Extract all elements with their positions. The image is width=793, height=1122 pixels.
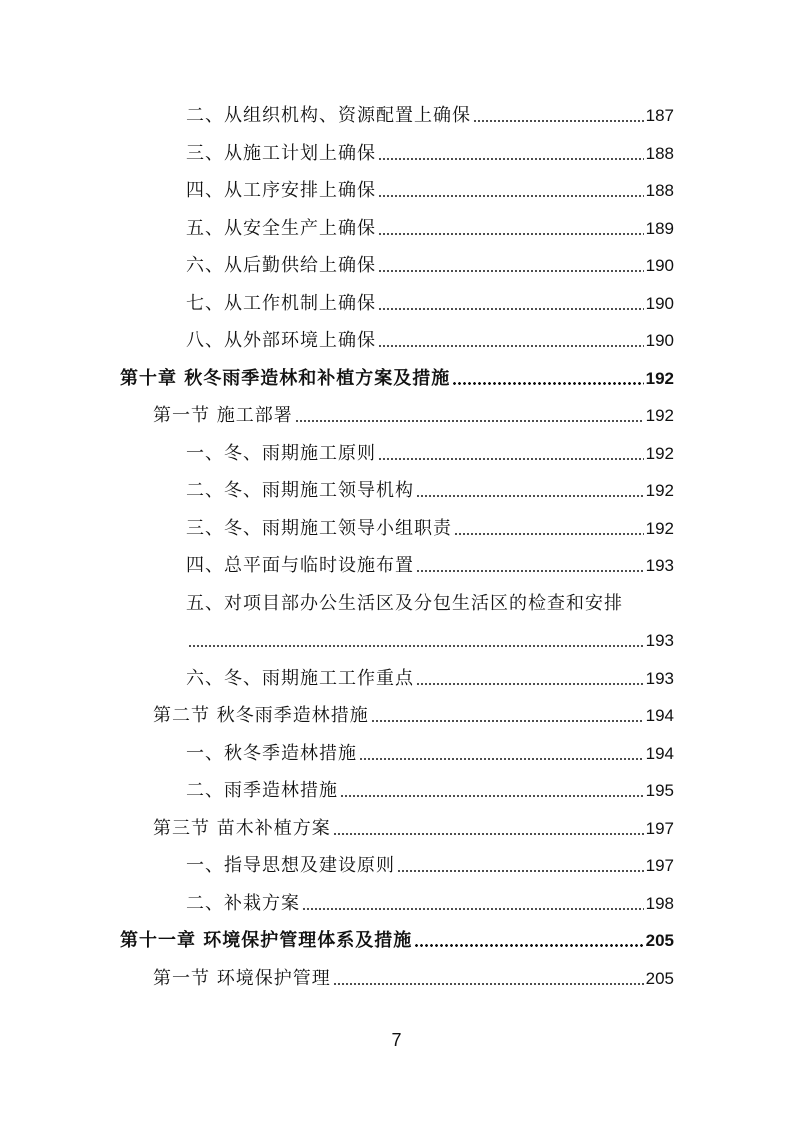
toc-entry-title: 六、冬、雨期施工工作重点 bbox=[186, 667, 414, 689]
toc-entry-page: 197 bbox=[645, 818, 674, 838]
toc-leader-dots bbox=[302, 891, 644, 911]
toc-chapter-entry[interactable] bbox=[0, 922, 793, 960]
toc-entry-title: 五、从安全生产上确保 bbox=[186, 217, 376, 239]
toc-entry-title: 第一节 环境保护管理 bbox=[153, 967, 331, 989]
toc-entry[interactable] bbox=[0, 172, 793, 210]
toc-entry[interactable] bbox=[0, 210, 793, 248]
toc-leader-dots bbox=[333, 966, 644, 986]
toc-entry-title: 二、从组织机构、资源配置上确保 bbox=[186, 105, 471, 126]
toc-entry-page: 189 bbox=[645, 218, 674, 238]
toc-entry-title: 第十章 秋冬雨季造林和补植方案及措施 bbox=[120, 367, 451, 389]
toc-entry[interactable] bbox=[0, 97, 793, 135]
toc-leader-dots bbox=[333, 816, 644, 836]
toc-entry-title: 二、补栽方案 bbox=[186, 892, 300, 914]
toc-entry-title: 四、从工序安排上确保 bbox=[186, 180, 376, 201]
toc-entry[interactable] bbox=[0, 472, 793, 510]
table-of-contents bbox=[0, 97, 793, 997]
toc-leader-dots bbox=[295, 403, 644, 423]
toc-entry-page: 194 bbox=[645, 743, 674, 763]
toc-entry-page: 193 bbox=[645, 631, 674, 650]
toc-entry-page: 190 bbox=[645, 293, 674, 313]
toc-leader-dots bbox=[452, 366, 643, 386]
toc-entry[interactable] bbox=[0, 660, 793, 698]
toc-entry[interactable] bbox=[0, 885, 793, 923]
toc-entry-page: 192 bbox=[645, 406, 674, 425]
toc-leader-dots bbox=[454, 516, 644, 536]
toc-entry-page: 188 bbox=[645, 143, 674, 163]
toc-entry[interactable] bbox=[0, 772, 793, 810]
toc-leader-dots bbox=[378, 216, 644, 236]
toc-entry-title: 一、指导思想及建设原则 bbox=[186, 855, 395, 876]
toc-leader-dots bbox=[473, 103, 644, 123]
toc-entry-title: 第一节 施工部署 bbox=[153, 405, 293, 426]
toc-leader-dots bbox=[359, 741, 644, 761]
toc-entry-page: 188 bbox=[645, 181, 674, 200]
toc-entry-continuation[interactable] bbox=[0, 622, 793, 660]
toc-entry[interactable] bbox=[0, 435, 793, 473]
toc-entry-page: 190 bbox=[645, 331, 674, 350]
toc-entry-title: 八、从外部环境上确保 bbox=[186, 330, 376, 351]
toc-leader-dots bbox=[378, 291, 644, 311]
toc-chapter-entry[interactable] bbox=[0, 360, 793, 398]
toc-entry[interactable] bbox=[0, 547, 793, 585]
toc-entry[interactable] bbox=[0, 735, 793, 773]
toc-entry-title: 一、冬、雨期施工原则 bbox=[186, 442, 376, 464]
toc-entry-title: 七、从工作机制上确保 bbox=[186, 292, 376, 314]
toc-entry-title: 第三节 苗木补植方案 bbox=[153, 817, 331, 839]
toc-entry-page: 192 bbox=[645, 518, 674, 538]
toc-entry-page: 197 bbox=[645, 856, 674, 875]
toc-leader-dots bbox=[378, 328, 644, 348]
toc-section-entry[interactable] bbox=[0, 960, 793, 998]
toc-entry-title: 三、从施工计划上确保 bbox=[186, 142, 376, 164]
toc-entry-page: 192 bbox=[645, 481, 674, 500]
toc-leader-dots bbox=[414, 928, 643, 948]
toc-entry[interactable] bbox=[0, 510, 793, 548]
toc-entry-page: 198 bbox=[645, 893, 674, 913]
toc-entry-title: 五、对项目部办公生活区及分包生活区的检查和安排 bbox=[186, 592, 623, 614]
toc-entry-page: 205 bbox=[645, 931, 674, 950]
toc-entry-page: 193 bbox=[645, 556, 674, 575]
toc-entry-title: 一、秋冬季造林措施 bbox=[186, 742, 357, 764]
toc-section-entry[interactable] bbox=[0, 810, 793, 848]
toc-section-entry[interactable] bbox=[0, 397, 793, 435]
toc-entry-page: 194 bbox=[645, 706, 674, 725]
toc-entry-title: 第十一章 环境保护管理体系及措施 bbox=[120, 930, 413, 951]
toc-entry[interactable] bbox=[0, 285, 793, 323]
toc-leader-dots bbox=[397, 853, 644, 873]
toc-leader-dots bbox=[378, 178, 644, 198]
toc-section-entry[interactable] bbox=[0, 697, 793, 735]
toc-leader-dots bbox=[416, 478, 644, 498]
toc-entry-title: 四、总平面与临时设施布置 bbox=[186, 555, 414, 576]
toc-leader-dots bbox=[378, 141, 644, 161]
toc-entry-page: 193 bbox=[645, 668, 674, 688]
toc-entry-title: 二、冬、雨期施工领导机构 bbox=[186, 480, 414, 501]
toc-entry[interactable] bbox=[0, 322, 793, 360]
toc-entry-wrapped[interactable] bbox=[0, 585, 793, 623]
toc-entry-title: 三、冬、雨期施工领导小组职责 bbox=[186, 517, 452, 539]
toc-entry-title: 六、从后勤供给上确保 bbox=[186, 255, 376, 276]
toc-entry[interactable] bbox=[0, 847, 793, 885]
toc-entry-page: 192 bbox=[645, 368, 674, 388]
toc-leader-dots bbox=[416, 553, 644, 573]
toc-leader-dots bbox=[416, 666, 644, 686]
toc-entry[interactable] bbox=[0, 135, 793, 173]
toc-leader-dots bbox=[371, 703, 644, 723]
toc-entry-page: 187 bbox=[645, 106, 674, 125]
toc-entry-page: 205 bbox=[645, 968, 674, 988]
toc-entry[interactable] bbox=[0, 247, 793, 285]
toc-leader-dots bbox=[340, 778, 644, 798]
page-number: 7 bbox=[391, 1030, 402, 1050]
toc-entry-page: 190 bbox=[645, 256, 674, 275]
toc-entry-page: 192 bbox=[645, 443, 674, 463]
toc-leader-dots bbox=[378, 253, 644, 273]
toc-entry-title: 第二节 秋冬雨季造林措施 bbox=[153, 705, 369, 726]
toc-leader-dots bbox=[188, 628, 644, 648]
toc-leader-dots bbox=[378, 441, 644, 461]
toc-entry-page: 195 bbox=[645, 781, 674, 800]
toc-entry-title: 二、雨季造林措施 bbox=[186, 780, 338, 801]
